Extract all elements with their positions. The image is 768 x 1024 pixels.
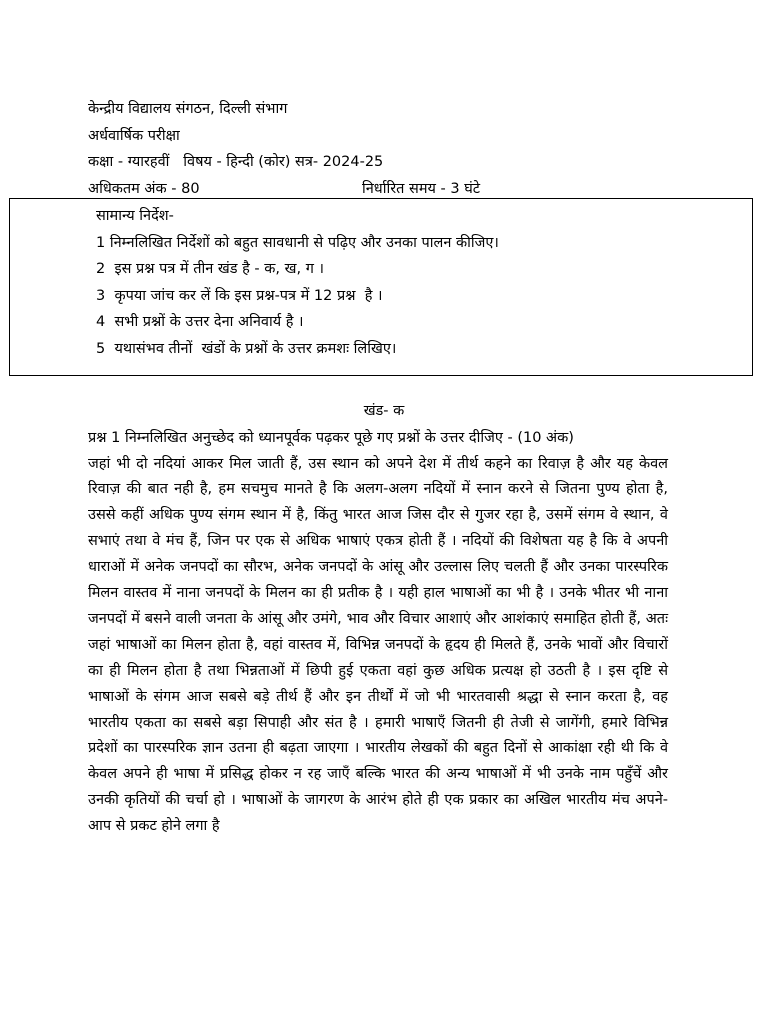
instruction-item: 5 यथासंभव तीनों खंडों के प्रश्नों के उत्तर क्रमशः लिखिए।	[96, 340, 397, 357]
max-marks: अधिकतम अंक - 80	[88, 180, 200, 197]
instruction-item: 2 इस प्रश्न पत्र में तीन खंड है - क, ख, ग ।	[96, 261, 324, 277]
section-heading-text: खंड- क	[363, 403, 405, 419]
instructions-list	[96, 203, 736, 362]
time-allowed: निर्धारित समय - 3 घंटे	[362, 180, 481, 197]
instruction-item: 4 सभी प्रश्नों के उत्तर देना अनिवार्य है ।	[96, 314, 304, 330]
instructions-title: सामान्य निर्देश-	[96, 208, 174, 224]
passage-text: जहां भी दो नदियां आकर मिल जाती हैं, उस स्थान को अपने देश में तीर्थ कहने का रिवाज़ है और यह केवल रिवाज़ की बात नही है, हम सचमुच मानते है कि अलग-अलग नदियों में स्नान करने से जितना पुण्य होता है, उससे कहीं अधिक पुण्य संगम स्थान में है, किंतु भारत आज जिस दौर से गुजर रहा है, उसमें संगम वे स्थान, वे सभाएं तथा वे मंच हैं, जिन पर एक से अधिक भाषाएं एकत्र होती हैं । नदियों की विशेषता यह है कि वे अपनी धाराओं में अनेक जनपदों का सौरभ, अनेक जनपदों के आंसू और उल्लास लिए चलती हैं और उनका पारस्परिक मिलन वास्तव में नाना जनपदों के मिलन का ही प्रतीक है । यही हाल भाषाओं का भी है । उनके भीतर भी नाना जनपदों में बसने वाली जनता के आंसू और उमंगे, भाव और विचार आशाएं और आशंकाएं समाहित होती हैं, अतः जहां भाषाओं का मिलन होता है, वहां वास्तव में, विभिन्न जनपदों के हृदय ही मिलते हैं, उनके भावों और विचारों का ही मिलन होता है तथा भिन्नताओं में छिपी हुई एकता वहां कुछ अधिक प्रत्यक्ष हो उठती है । इस दृष्टि से भाषाओं के संगम आज सबसे बड़े तीर्थ हैं और इन तीर्थों में जो भी भारतवासी श्रद्धा से स्नान करता है, वह भारतीय एकता का सबसे बड़ा सिपाही और संत है । हमारी भाषाएँ जितनी ही तेजी से जागेंगी, हमारे विभिन्न प्रदेशों का पारस्परिक ज्ञान उतना ही बढ़ता जाएगा । भारतीय लेखकों की बहुत दिनों से आकांक्षा रही थी कि वे केवल अपने ही भाषा में प्रसिद्ध होकर न रह जाएँ बल्कि भारत की अन्य भाषाओं में भी उनके नाम पहुँचें और उनकी कृतियों की चर्चा हो । भाषाओं के जागरण के आरंभ होते ही एक प्रकार का अखिल भारतीय मंच अपने-आप से प्रकट होने लगा है	[88, 455, 668, 835]
section-heading	[0, 398, 768, 424]
section-a	[0, 398, 768, 424]
question-text: प्रश्न 1 निम्नलिखित अनुच्छेद को ध्यानपूर्वक पढ़कर पूछे गए प्रश्नों के उत्तर दीजिए - (10 अंक)	[88, 430, 574, 446]
instruction-item: 3 कृपया जांच कर लें कि इस प्रश्न-पत्र में 12 प्रश्न है ।	[96, 287, 383, 304]
instruction-item: 1 निम्नलिखित निर्देशों को बहुत सावधानी से पढ़िए और उनका पालन कीजिए।	[96, 234, 499, 251]
general-instructions-box	[9, 198, 753, 376]
exam-name: अर्धवार्षिक परीक्षा	[88, 127, 180, 144]
exam-header	[88, 96, 688, 202]
question-block	[88, 426, 668, 840]
organization-name: केन्द्रीय विद्यालय संगठन, दिल्ली संभाग	[88, 101, 288, 117]
class-subject-session: कक्षा - ग्यारहवीं विषय - हिन्दी (कोर) सत्र- 2024-25	[88, 154, 384, 170]
